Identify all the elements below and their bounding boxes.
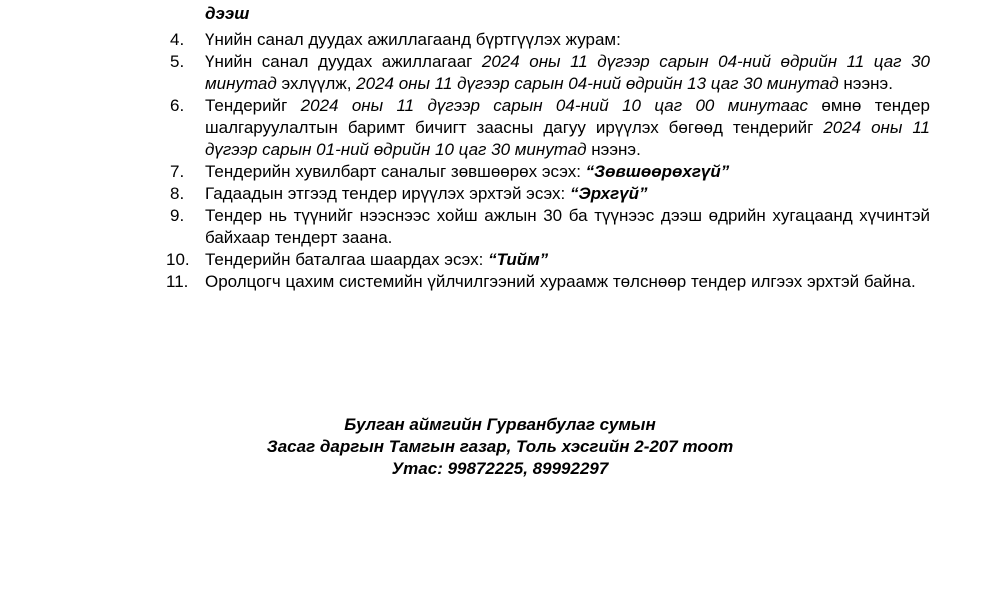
- list-item: [0, 29, 930, 51]
- list-item-number: 8.: [170, 184, 185, 203]
- list-item-number: 7.: [170, 162, 185, 181]
- list-item-text-part: 2024 оны 11 дүгээр сарын 04-ний өдрийн 13 цаг 30 минутад: [356, 74, 839, 93]
- list-item-text: [205, 184, 648, 203]
- list-item: [0, 161, 930, 183]
- signature-line-organization: Булган аймгийн Гурванбулаг сумын: [344, 415, 656, 434]
- list-item-text-part: Гадаадын этгээд тендер ирүүлэх эрхтэй эсэх:: [205, 184, 570, 203]
- list-item-text-part: нээнэ.: [838, 74, 893, 93]
- list-item-text-part: Үнийн санал дуудах ажиллагаанд бүртгүүлэх журам:: [205, 30, 621, 49]
- list-item: [0, 271, 930, 293]
- list-item-text-part: 2024 оны 11 дүгээр сарын 04-ний өдрийн 11 цаг 30 минутад: [205, 52, 930, 93]
- list-item-number: 11.: [166, 272, 189, 291]
- signature-block: [0, 414, 1000, 480]
- list-item-text-part: 2024 оны 11 дүгээр сарын 04-ний 10 цаг 00 минутаас: [300, 96, 809, 115]
- list-item: [0, 95, 930, 161]
- list-item-text-part: “Тийм”: [488, 250, 549, 269]
- list-item-text-part: эхлүүлж,: [276, 74, 357, 93]
- list-item-text: [205, 52, 930, 93]
- previous-item-continuation: дээш: [205, 4, 250, 23]
- list-item-text-part: Тендер нь түүнийг нээснээс хойш ажлын 30 ба түүнээс дээш өдрийн хугацаанд хүчинтэй байхаар тендерт заана.: [205, 206, 930, 247]
- list-item-text-part: Үнийн санал дуудах ажиллагааг: [205, 52, 482, 71]
- list-item-number: 9.: [170, 206, 185, 225]
- list-item-text: [205, 250, 548, 269]
- list-item-text-part: “Эрхгүй”: [569, 184, 648, 203]
- list-item: [0, 205, 930, 249]
- list-item-number: 5.: [170, 52, 185, 71]
- signature-line-office: Засаг даргын Тамгын газар, Толь хэсгийн 2-207 тоот: [266, 437, 734, 456]
- list-item-text: [205, 272, 916, 291]
- list-item-text-part: Тендерийг: [205, 96, 301, 115]
- list-item-number: 10.: [166, 250, 190, 269]
- list-item-text: [205, 206, 930, 247]
- signature-line-phone: Утас: 99872225, 89992297: [391, 459, 609, 478]
- list-item-text-part: Тендерийн хувилбарт саналыг зөвшөөрөх эсэх:: [205, 162, 586, 181]
- list-item-number: 6.: [170, 96, 185, 115]
- list-item-text-part: Оролцогч цахим системийн үйлчилгээний хураамж төлснөөр тендер илгээх эрхтэй байна.: [205, 272, 916, 291]
- list-item: [0, 183, 930, 205]
- list-item: [0, 249, 930, 271]
- list-item-number: 4.: [170, 30, 185, 49]
- list-item-text: [205, 30, 621, 49]
- list-item-text-part: Тендерийн баталгаа шаардах эсэх:: [205, 250, 489, 269]
- list-item: [0, 51, 930, 95]
- tender-conditions-list: [0, 29, 1000, 293]
- list-item-text-part: 2024 оны 11 дүгээр сарын 01-ний өдрийн 10 цаг 30 минутад: [205, 118, 931, 159]
- list-item-text-part: “Зөвшөөрөхгүй”: [585, 162, 730, 181]
- list-item-text: [205, 96, 930, 159]
- list-item-text-part: нээнэ.: [586, 140, 641, 159]
- list-item-text-part: өмнө тендер шалгаруулалтын баримт бичигт заасны дагуу ирүүлэх бөгөөд тендерийг: [205, 96, 930, 137]
- list-item-text: [205, 162, 729, 181]
